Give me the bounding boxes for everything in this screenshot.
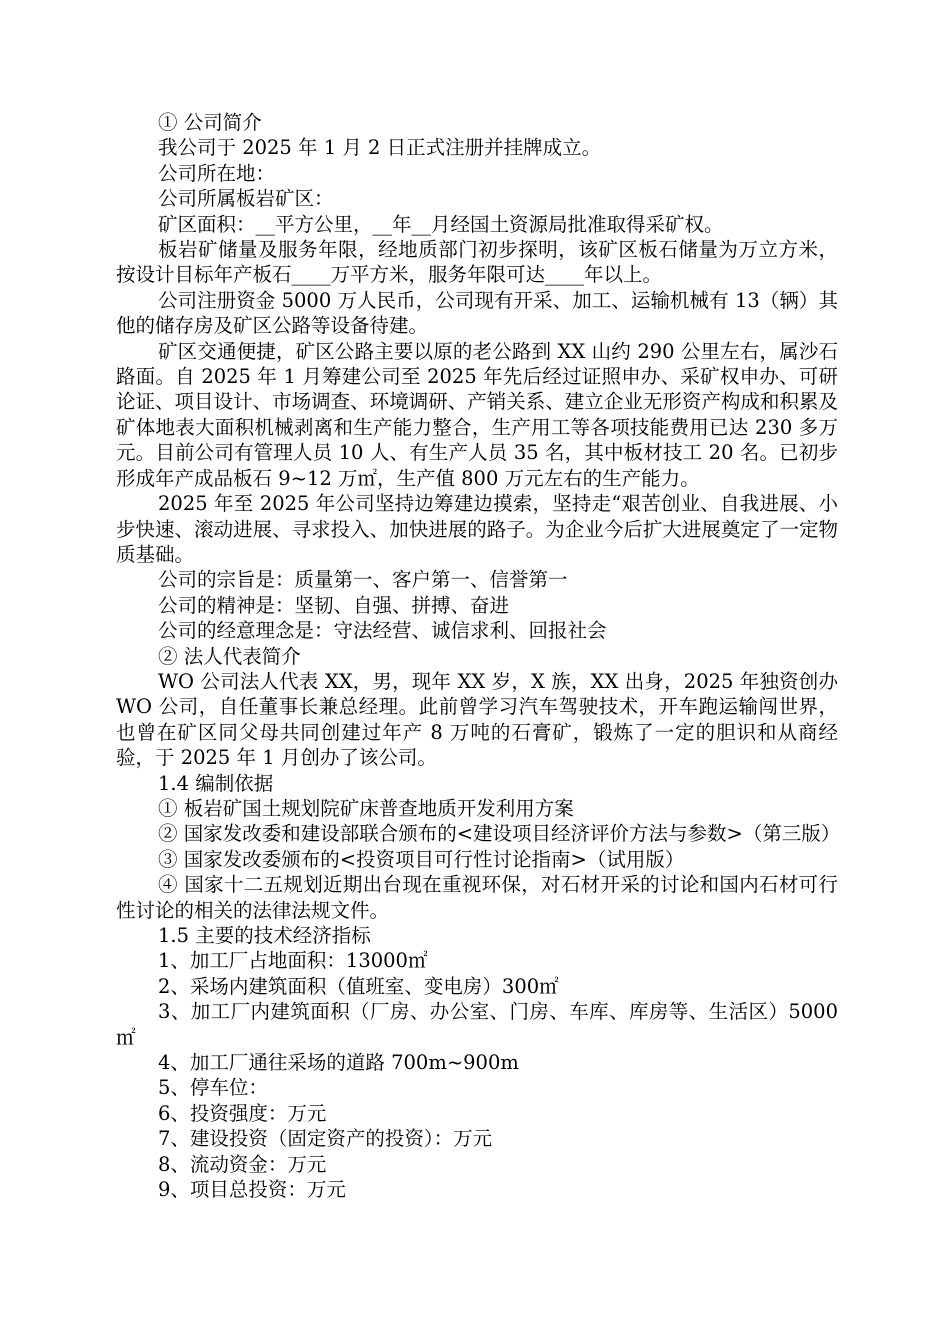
basis-item-1: ① 板岩矿国土规划院矿床普查地质开发利用方案 — [158, 796, 574, 820]
basis-item-2: ② 国家发改委和建设部联合颁布的<建设项目经济评价方法与参数>（第三版） — [158, 822, 841, 846]
paragraph-location: 公司所在地： — [158, 161, 276, 185]
paragraph-capital: 公司注册资金 5000 万人民币，公司现有开采、加工、运输机械有 13（辆）其他的储存房及矿区公路等设备待建。 — [116, 288, 838, 338]
indicator-item-4: 4、加工厂通往采场的道路 700m~900m — [158, 1051, 519, 1075]
indicator-item-8: 8、流动资金：万元 — [158, 1152, 327, 1176]
paragraph-spirit: 公司的精神是：坚韧、自强、拼搏、奋进 — [158, 593, 510, 617]
paragraph-mine-size: 矿区面积：__平方公里，__年__月经国土资源局批准取得采矿权。 — [158, 212, 724, 236]
paragraph-legal-rep: WO 公司法人代表 XX，男，现年 XX 岁，X 族，XX 出身，2025 年独资创办 WO 公司，自任董事长兼总经理。此前曾学习汽车驾驶技术，开车跑运输闯世界，也曾在矿区同父母共同创建过年产 8 万吨的石膏矿，锻炼了一定的胆识和从商经验，于 2025 年 1 月创办了该公司。 — [116, 669, 838, 770]
document-body — [116, 110, 841, 1202]
paragraph-reserves: 板岩矿储量及服务年限，经地质部门初步探明，该矿区板石储量为万立方米，按设计目标年产板石____万平方米，服务年限可达____年以上。 — [116, 238, 838, 287]
indicator-item-1: 1、加工厂占地面积：13000㎡ — [158, 949, 428, 973]
paragraph-transport: 矿区交通便捷，矿区公路主要以原的老公路到 XX 山约 290 公里左右，属沙石路面。自 2025 年 1 月筹建公司至 2025 年先后经过证照申办、采矿权申办、可研论证、项目设计、市场调查、环境调研、产销关系、建立企业无形资产构成和积累及矿体地表大面积机械剥离和生产能力整合，生产用工等各项技能费用已达 230 多万元。目前公司有管理人员 10 人、有生产人员 35 名，其中板材技工 20 名。已初步形成年产成品板石 9~12 万㎡，生产值 800 万元左右的生产能力。 — [116, 339, 838, 490]
heading-indicators: 1.5 主要的技术经济指标 — [158, 924, 371, 947]
paragraph-purpose: 公司的宗旨是：质量第一、客户第一、信誉第一 — [158, 568, 568, 592]
heading-company-intro: ① 公司简介 — [158, 111, 262, 134]
indicator-item-7: 7、建设投资（固定资产的投资）：万元 — [158, 1127, 493, 1151]
basis-item-4: ④ 国家十二五规划近期出台现在重视环保，对石材开采的讨论和国内石材可行性讨论的相关的法律法规文件。 — [116, 873, 838, 922]
heading-basis: 1.4 编制依据 — [158, 771, 274, 795]
indicator-item-9: 9、项目总投资：万元 — [158, 1178, 346, 1202]
indicator-item-3: 3、加工厂内建筑面积（厂房、办公室、门房、车库、库房等、生活区）5000㎡ — [116, 1000, 838, 1049]
paragraph-registration: 我公司于 2025 年 1 月 2 日正式注册并挂牌成立。 — [158, 136, 602, 160]
paragraph-development: 2025 年至 2025 年公司坚持边筹建边摸索，坚持走“艰苦创业、自我进展、小步快速、滚动进展、寻求投入、加快进展的路子。为企业今后扩大进展奠定了一定物质基础。 — [116, 492, 838, 566]
indicator-item-5: 5、停车位： — [158, 1076, 268, 1100]
indicator-item-6: 6、投资强度：万元 — [158, 1101, 327, 1125]
paragraph-philosophy: 公司的经意理念是：守法经营、诚信求利、回报社会 — [158, 619, 607, 643]
heading-legal-rep: ② 法人代表简介 — [158, 644, 301, 668]
paragraph-mine-area: 公司所属板岩矿区： — [158, 187, 334, 211]
basis-item-3: ③ 国家发改委颁布的<投资项目可行性讨论指南>（试用版） — [158, 847, 685, 871]
indicator-item-2: 2、采场内建筑面积（值班室、变电房）300㎡ — [158, 974, 559, 998]
